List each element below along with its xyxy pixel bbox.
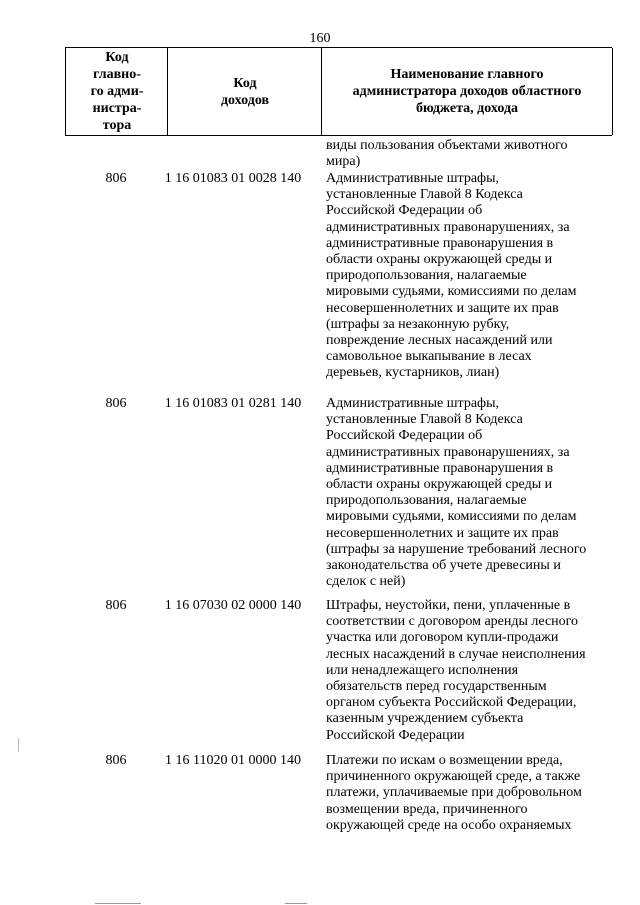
- income-code-cell: 1 16 01083 01 0028 140: [164, 171, 302, 186]
- admin-code-cell: 806: [105, 396, 127, 411]
- page-number: 160: [309, 31, 331, 46]
- income-name-cell: Штрафы, неустойки, пени, уплаченные в соответствии с договором аренды лесного участка или договором купли-продажи лесных насаждений в случае неисполнения или ненадлежащего исполнения обязательств перед государственным органом субъекта Российской Федерации, казенным учреждением субъекта Российской Федерации: [326, 598, 586, 743]
- admin-code-cell: 806: [105, 753, 127, 768]
- table-header: [65, 47, 612, 136]
- income-code-cell: 1 16 11020 01 0000 140: [165, 753, 301, 768]
- income-name-cell: Административные штрафы, установленные Главой 8 Кодекса Российской Федерации об административных правонарушениях, за административные правонарушения в области охраны окружающей среды и природопользования, налагаемые мировыми судьями, комиссиями по делам несовершеннолетних и защите их прав (штрафы за незаконную рубку, повреждение лесных насаждений или самовольное выкапывание в лесах деревьев, кустарников, лиан): [326, 171, 577, 381]
- header-name: Наименование главного администратора доходов областного бюджета, дохода: [321, 48, 613, 135]
- header-income-code: Код доходов: [167, 48, 322, 135]
- admin-code-cell: 806: [105, 171, 127, 186]
- admin-code-cell: 806: [105, 598, 127, 613]
- income-name-cell: Административные штрафы, установленные Главой 8 Кодекса Российской Федерации об административных правонарушениях, за административные правонарушения в области охраны окружающей среды и природопользования, налагаемые мировыми судьями, комиссиями по делам несовершеннолетних и защите их прав (штрафы за нарушение требований лесного законодательства об учете древесины и сделок с ней): [326, 396, 587, 590]
- income-name-cell: Платежи по искам о возмещении вреда, причиненного окружающей среде, а также платежи, уплачиваемые при добровольном возмещении вреда, причиненного окружающей среде на особо охраняемых: [326, 753, 582, 833]
- margin-mark: [18, 738, 19, 752]
- scan-edge-mark: [95, 903, 141, 904]
- continuation-text: виды пользования объектами животного мира): [326, 138, 568, 170]
- scan-edge-mark: [285, 903, 307, 904]
- income-code-cell: 1 16 01083 01 0281 140: [164, 396, 302, 411]
- income-code-cell: 1 16 07030 02 0000 140: [164, 598, 302, 613]
- header-admin-code: Код главно- го адми- нистра- тора: [65, 48, 168, 135]
